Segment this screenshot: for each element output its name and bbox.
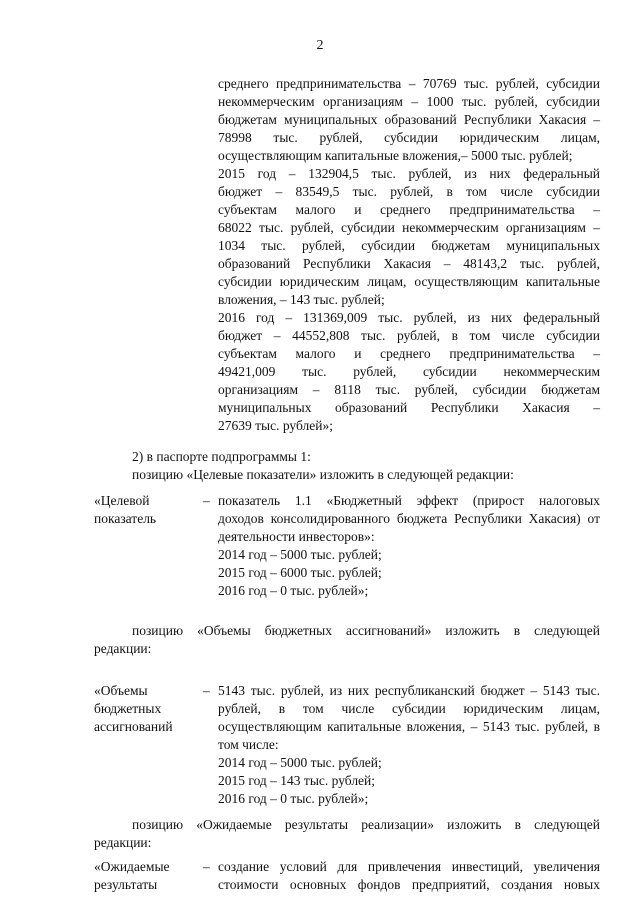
text-line: субъектам малого и среднего предпринимательства – [218,346,600,361]
row-text: доходов консолидированного бюджета Республики Хакасия) от [218,511,600,526]
row-label: «Целевой [94,493,150,508]
text-line: 2015 год – 132904,5 тыс. рублей, из них федеральный [218,166,600,181]
text-line: 2016 год – 131369,009 тыс. рублей, из них федеральный [218,310,600,325]
paragraph-volumes: позицию «Объемы бюджетных ассигнований» изложить в следующей [132,623,600,638]
row-text: показатель 1.1 «Бюджетный эффект (прирост налоговых [218,493,600,508]
row-text: 2016 год – 0 тыс. рублей»; [218,583,369,598]
text-line: бюджетам муниципальных образований Республики Хакасия – [218,112,600,127]
text-line: 78998 тыс. рублей, субсидии юридическим лицам, [218,130,600,145]
text-line: среднего предпринимательства – 70769 тыс. рублей, субсидии [218,76,600,91]
paragraph-results-cont: редакции: [94,835,152,850]
row-text: создание условий для привлечения инвестиций, увеличения [218,859,600,874]
text-line: 68022 тыс. рублей, субсидии некоммерческим организациям – [218,220,600,235]
text-line: 1034 тыс. рублей, субсидии бюджетам муниципальных [218,238,600,253]
row-text: 2015 год – 6000 тыс. рублей; [218,565,382,580]
text-line: муниципальных образований Республики Хакасия – [218,400,600,415]
text-line: 27639 тыс. рублей»; [218,418,333,433]
row-label: ассигнований [94,719,173,734]
paragraph-target: позицию «Целевые показатели» изложить в следующей редакции: [132,467,514,482]
text-line: осуществляющим капитальные вложения,– 5000 тыс. рублей; [218,148,573,163]
row-label: «Объемы [94,683,148,698]
row-label: «Ожидаемые [94,859,170,874]
text-line: бюджет – 83549,5 тыс. рублей, в том числе субсидии [218,184,600,199]
text-line: вложения, – 143 тыс. рублей; [218,292,385,307]
row-text: рублей, в том числе субсидии юридическим лицам, [218,701,600,716]
text-line: некоммерческим организациям – 1000 тыс. рублей, субсидии [218,94,600,109]
row-label: бюджетных [94,701,162,716]
row-text: деятельности инвесторов»: [218,529,375,544]
paragraph-volumes-cont: редакции: [94,641,152,656]
paragraph-passport: 2) в паспорте подпрограммы 1: [132,449,311,464]
row-label: результаты [94,877,158,892]
text-line: субсидии юридическим лицам, осуществляющим капитальные [218,274,600,289]
row-text: осуществляющим капитальные вложения, – 5143 тыс. рублей, в [218,719,600,734]
row-text: 2014 год – 5000 тыс. рублей; [218,755,382,770]
row-dash: – [203,683,210,698]
row-text: стоимости основных фондов предприятий, создания новых [218,877,600,892]
row-dash: – [203,859,210,874]
row-text: 5143 тыс. рублей, из них республиканский бюджет – 5143 тыс. [218,683,600,698]
text-line: 49421,009 тыс. рублей, субсидии некоммерческим [218,364,600,379]
row-text: 2014 год – 5000 тыс. рублей; [218,547,382,562]
text-line: субъектам малого и среднего предпринимательства – [218,202,600,217]
text-line: бюджет – 44552,808 тыс. рублей, в том числе субсидии [218,328,600,343]
row-text: 2015 год – 143 тыс. рублей; [218,773,376,788]
text-line: организациям – 8118 тыс. рублей, субсидии бюджетам [218,382,600,397]
row-text: 2016 год – 0 тыс. рублей»; [218,791,369,806]
row-text: том числе: [218,737,279,752]
paragraph-results: позицию «Ожидаемые результаты реализации» изложить в следующей [132,817,600,832]
row-dash: – [203,493,210,508]
text-line: образований Республики Хакасия – 48143,2 тыс. рублей, [218,256,600,271]
page-number: 2 [316,38,324,53]
row-label: показатель [94,511,157,526]
